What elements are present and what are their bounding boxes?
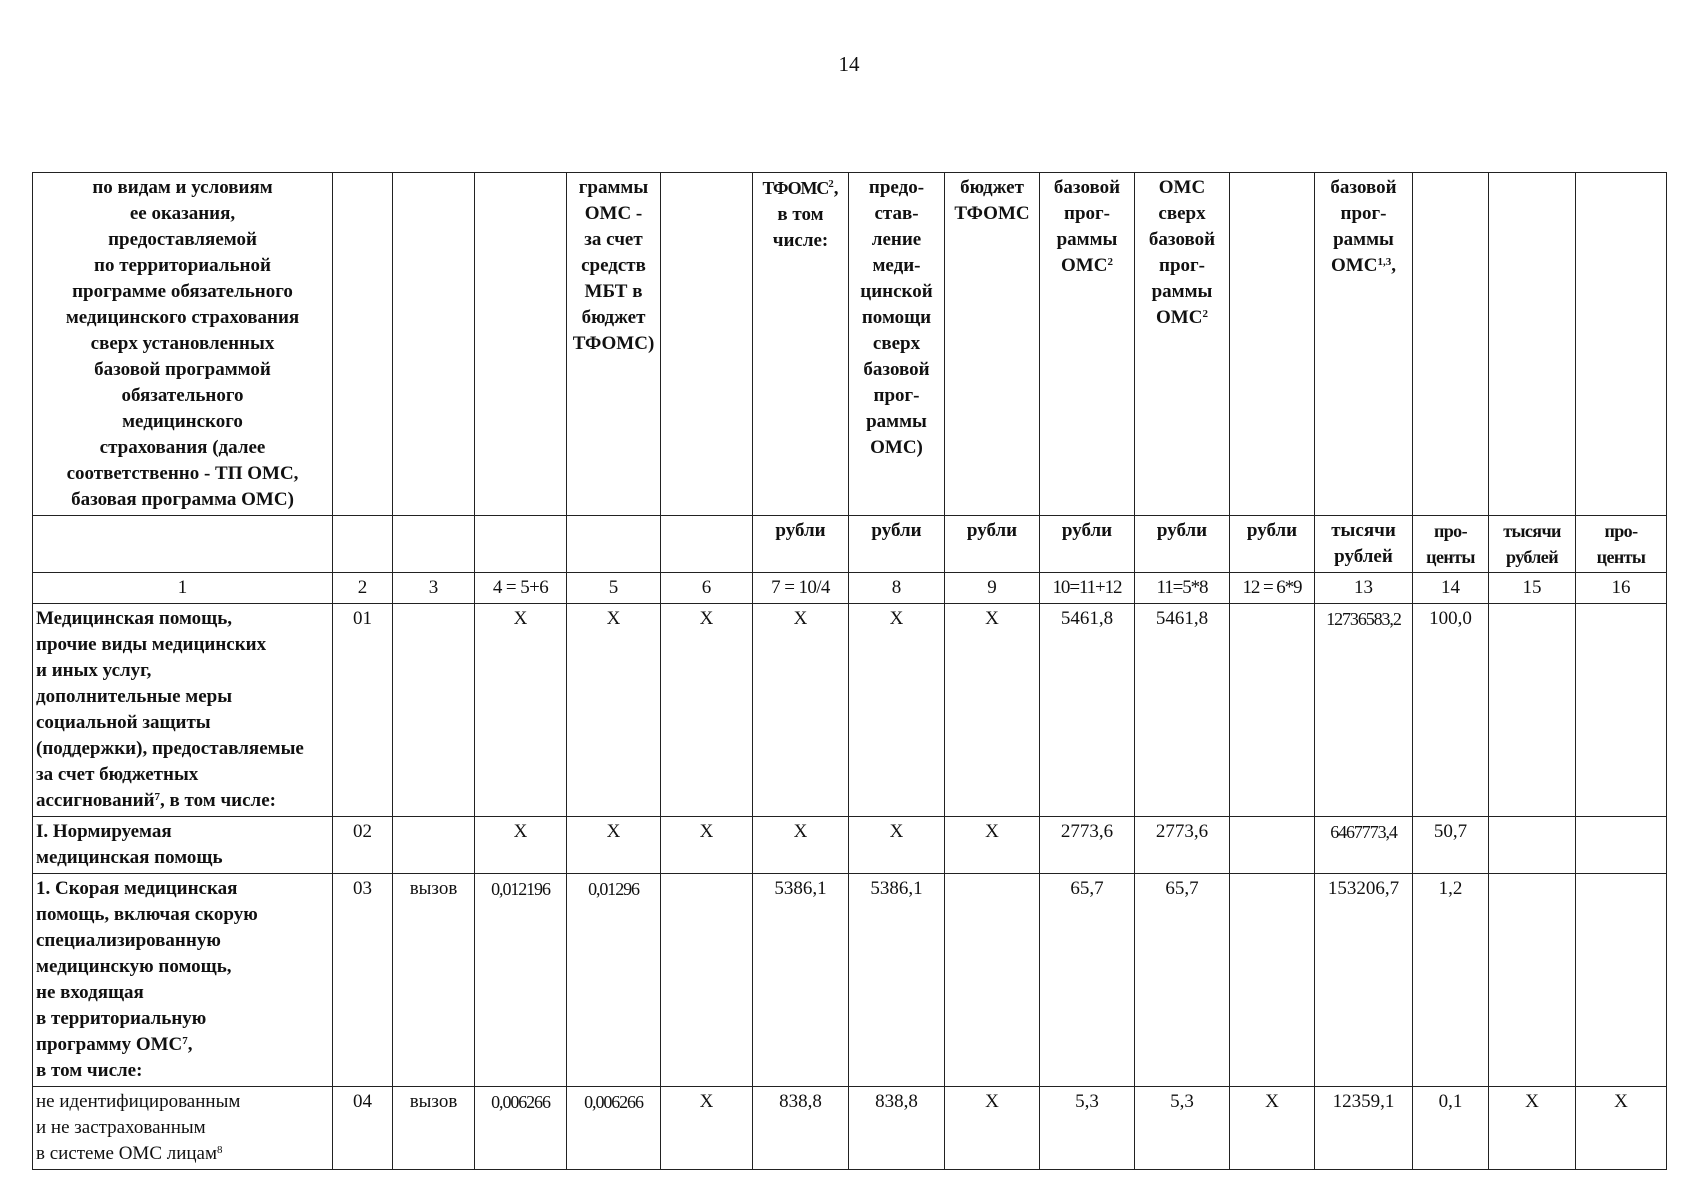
colnum-4: 4 = 5+6 [475,573,567,604]
cell-c16 [1576,604,1667,817]
cell-c13: 6467773,4 [1315,817,1413,874]
cell-c11: 2773,6 [1135,817,1230,874]
header-col-3 [393,173,475,516]
cell-c15 [1489,874,1576,1087]
row-code: 04 [333,1087,393,1170]
unit-col-1 [33,516,333,573]
cell-c5: 0,01296 [567,874,661,1087]
header-col-16 [1576,173,1667,516]
row-label-sup: 8 [217,1144,223,1156]
cell-c4: X [475,817,567,874]
row-label [33,1087,333,1170]
unit-col-13: тысячи рублей [1315,516,1413,573]
colnum-13: 13 [1315,573,1413,604]
header-col-8: предо- став- ление меди- цинской помощи сверх базовой прог- раммы ОМС) [849,173,945,516]
cell-c16 [1576,817,1667,874]
colnum-5: 5 [567,573,661,604]
unit-col-14: про- центы [1413,516,1489,573]
table-row [33,1087,1667,1170]
row-label [33,604,333,817]
cell-c8: 838,8 [849,1087,945,1170]
header-col-11-sup: 2 [1202,308,1208,320]
row-label [33,874,333,1087]
cell-c16 [1576,874,1667,1087]
header-col-11-text: ОМС сверх базовой прог- раммы ОМС [1148,177,1216,328]
colnum-9: 9 [945,573,1040,604]
header-col-10-text: базовой прог- раммы ОМС [1053,177,1121,276]
unit-col-10: рубли [1040,516,1135,573]
header-col-12 [1230,173,1315,516]
cell-c9 [945,874,1040,1087]
cell-c12: X [1230,1087,1315,1170]
cell-c14: 1,2 [1413,874,1489,1087]
cell-c11: 65,7 [1135,874,1230,1087]
header-col-7-text: ТФОМС [762,178,829,198]
row-label-sup: 7 [154,791,161,803]
table-row [33,874,1667,1087]
header-col-5: граммы ОМС - за счет средств МБТ в бюджет ТФОМС) [567,173,661,516]
cell-c13: 153206,7 [1315,874,1413,1087]
header-col-13-tail: , [1391,255,1396,276]
row-label-tail: , в том числе: [160,790,276,811]
cell-c7: 5386,1 [753,874,849,1087]
cell-c15 [1489,817,1576,874]
unit-col-11: рубли [1135,516,1230,573]
unit-col-15: тысячи рублей [1489,516,1576,573]
row-code: 03 [333,874,393,1087]
cell-c6: X [661,604,753,817]
cell-c12 [1230,817,1315,874]
cell-c4: X [475,604,567,817]
cell-c14: 0,1 [1413,1087,1489,1170]
cell-c6: X [661,817,753,874]
row-unit [393,604,475,817]
colnum-11: 11=5*8 [1135,573,1230,604]
row-label-text: не идентифицированным и не застрахованным в системе ОМС лицам [36,1091,241,1164]
row-label-sup: 7 [182,1035,188,1047]
cell-c13: 12736583,2 [1315,604,1413,817]
header-row [33,173,1667,516]
header-col-15 [1489,173,1576,516]
row-unit: вызов [393,874,475,1087]
header-col-13 [1315,173,1413,516]
cell-c8: X [849,604,945,817]
header-col-6 [661,173,753,516]
row-unit [393,817,475,874]
colnum-8: 8 [849,573,945,604]
unit-col-16: про- центы [1576,516,1667,573]
table-row [33,817,1667,874]
cell-c5: X [567,604,661,817]
unit-col-3 [393,516,475,573]
cell-c9: X [945,604,1040,817]
cell-c14: 50,7 [1413,817,1489,874]
cell-c9: X [945,1087,1040,1170]
cell-c8: X [849,817,945,874]
colnum-12: 12 = 6*9 [1230,573,1315,604]
row-unit: вызов [393,1087,475,1170]
cell-c10: 2773,6 [1040,817,1135,874]
financing-table [32,172,1667,1170]
header-col-4 [475,173,567,516]
colnum-16: 16 [1576,573,1667,604]
unit-col-12: рубли [1230,516,1315,573]
header-col-1: по видам и условиям ее оказания, предоставляемой по территориальной программе обязательного медицинского страхования сверх установленных базовой программой обязательного медицинского страхования (далее соответственно - ТП ОМС, базовая программа ОМС) [33,173,333,516]
unit-col-2 [333,516,393,573]
cell-c16: X [1576,1087,1667,1170]
header-col-7 [753,173,849,516]
cell-c5: X [567,817,661,874]
header-col-10-sup: 2 [1107,256,1113,268]
cell-c4: 0,006266 [475,1087,567,1170]
colnum-7: 7 = 10/4 [753,573,849,604]
column-numbers-row [33,573,1667,604]
units-row [33,516,1667,573]
row-label [33,817,333,874]
cell-c11: 5,3 [1135,1087,1230,1170]
cell-c8: 5386,1 [849,874,945,1087]
cell-c15 [1489,604,1576,817]
header-col-7-tail: , в том числе: [772,178,839,251]
row-code: 02 [333,817,393,874]
colnum-2: 2 [333,573,393,604]
page-number: 14 [838,52,860,76]
cell-c14: 100,0 [1413,604,1489,817]
header-col-13-text: базовой прог- раммы ОМС [1330,177,1397,276]
colnum-3: 3 [393,573,475,604]
header-col-10 [1040,173,1135,516]
header-col-7-sup: 2 [828,178,834,190]
colnum-1: 1 [33,573,333,604]
header-col-13-sup: 1,3 [1377,256,1392,268]
unit-col-4 [475,516,567,573]
row-code: 01 [333,604,393,817]
cell-c10: 5461,8 [1040,604,1135,817]
unit-col-5 [567,516,661,573]
cell-c5: 0,006266 [567,1087,661,1170]
cell-c10: 65,7 [1040,874,1135,1087]
cell-c15: X [1489,1087,1576,1170]
header-col-11 [1135,173,1230,516]
cell-c12 [1230,604,1315,817]
row-label-tail: , в том числе: [36,1034,193,1081]
row-label-text: Медицинская помощь, прочие виды медицинских и иных услуг, дополнительные меры социальной защиты (поддержки), предоставляемые за счет бюджетных ассигнований [36,608,304,811]
colnum-15: 15 [1489,573,1576,604]
header-col-14 [1413,173,1489,516]
colnum-6: 6 [661,573,753,604]
cell-c6: X [661,1087,753,1170]
cell-c7: X [753,604,849,817]
cell-c12 [1230,874,1315,1087]
cell-c4: 0,012196 [475,874,567,1087]
cell-c6 [661,874,753,1087]
unit-col-8: рубли [849,516,945,573]
colnum-10: 10=11+12 [1040,573,1135,604]
header-col-9: бюджет ТФОМС [945,173,1040,516]
cell-c13: 12359,1 [1315,1087,1413,1170]
cell-c11: 5461,8 [1135,604,1230,817]
header-col-2 [333,173,393,516]
row-label-text: I. Нормируемая медицинская помощь [36,821,223,868]
cell-c7: X [753,817,849,874]
cell-c10: 5,3 [1040,1087,1135,1170]
unit-col-6 [661,516,753,573]
cell-c7: 838,8 [753,1087,849,1170]
row-label-text: 1. Скорая медицинская помощь, включая скорую специализированную медицинскую помощь, не входящая в территориальную программу ОМС [36,878,258,1055]
cell-c9: X [945,817,1040,874]
colnum-14: 14 [1413,573,1489,604]
unit-col-9: рубли [945,516,1040,573]
table-row [33,604,1667,817]
unit-col-7: рубли [753,516,849,573]
